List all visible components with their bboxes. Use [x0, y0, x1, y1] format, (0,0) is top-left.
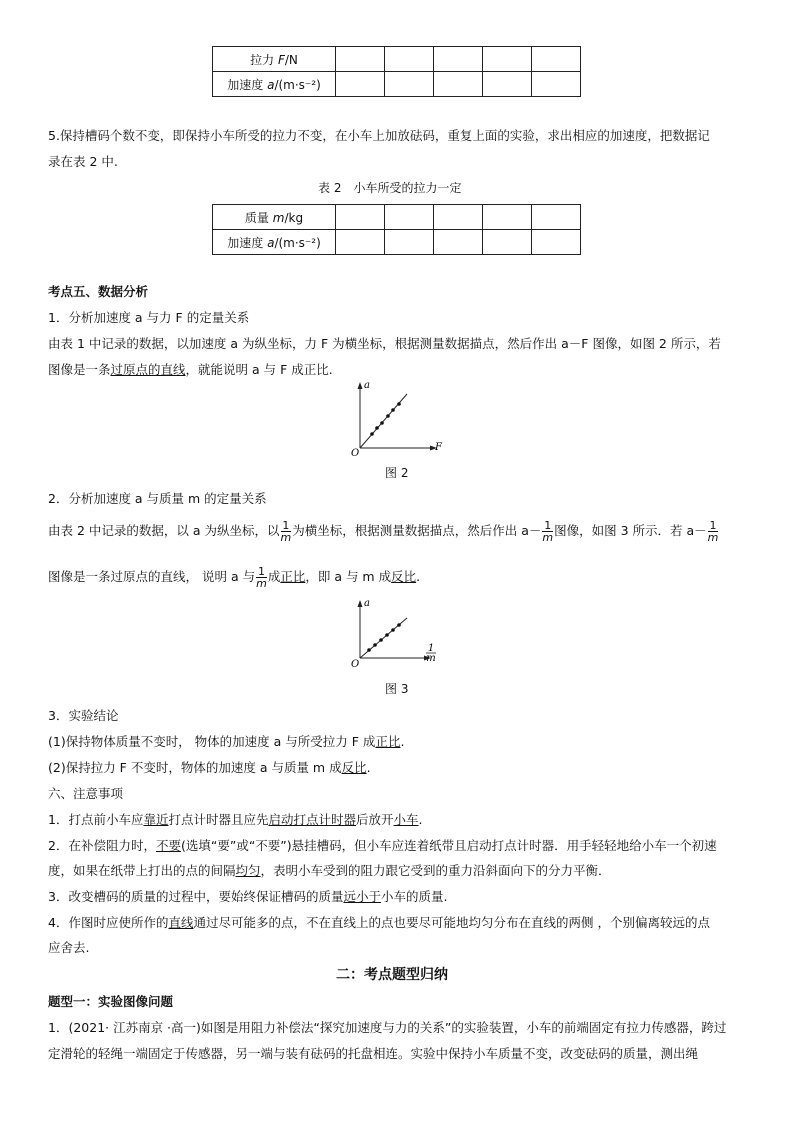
table-row [213, 230, 581, 255]
table-cell [483, 47, 532, 72]
data-table-2 [212, 204, 581, 255]
figure-2-graph [345, 378, 455, 460]
table-cell [336, 205, 385, 230]
data-point [380, 421, 384, 425]
step5-line2: 录在表 2 中. [48, 154, 118, 169]
table-row [213, 72, 581, 97]
table-cell [532, 72, 581, 97]
p2-title: 2．分析加速度 a 与质量 m 的定量关系 [48, 491, 267, 506]
data-point [373, 643, 377, 647]
origin-label: O [351, 659, 360, 670]
table-row [213, 47, 581, 72]
data-point [370, 432, 374, 436]
y-axis-arrow [358, 600, 363, 607]
y-axis-label: a [364, 598, 370, 609]
note-4-line2: 应舍去. [48, 940, 90, 955]
data-point [391, 408, 395, 412]
table-header-cell: 质量 m/kg [213, 205, 336, 230]
table-cell [532, 230, 581, 255]
fraction-1-over-m: $\frac{1}{m}$ [280, 519, 292, 544]
table-cell [483, 205, 532, 230]
y-axis-arrow [358, 382, 363, 389]
table-cell [483, 230, 532, 255]
table-cell [385, 205, 434, 230]
data-point [379, 638, 383, 642]
note-2-line1: 2．在补偿阻力时，不要(选填“要”或“不要”)悬挂槽码，但小车应连着纸带且启动打点计时器．用手轻轻地给小车一个初速 [48, 838, 717, 853]
origin-label: O [351, 448, 360, 459]
conclusion-1: (1)保持物体质量不变时， 物体的加速度 a 与所受拉力 F 成正比. [48, 734, 405, 749]
fig2-caption: 图 2 [385, 466, 409, 480]
fit-line [360, 394, 407, 448]
p2-line2: 图像是一条过原点的直线， 说明 a 与 $\frac{1}{m}$ 成正比，即 a 与 m 成反比. [48, 565, 421, 590]
y-axis-label: a [364, 380, 370, 391]
p1-line1: 由表 1 中记录的数据，以加速度 a 为纵坐标，力 F 为横坐标，根据测量数据描点，然后作出 a－F 图像，如图 2 所示，若 [48, 336, 721, 351]
table-cell [532, 205, 581, 230]
data-point [386, 414, 390, 418]
note-2-line2: 度，如果在纸带上打出的点的间隔均匀，表明小车受到的阻力跟它受到的重力沿斜面向下的分力平衡． [48, 863, 611, 878]
table-cell [532, 47, 581, 72]
table-cell [434, 47, 483, 72]
x-axis-label-num: 1 [427, 643, 435, 654]
note-1: 1．打点前小车应靠近打点计时器且应先启动打点计时器后放开小车. [48, 812, 423, 827]
table-cell [385, 47, 434, 72]
step5-line1: 5.保持槽码个数不变，即保持小车所受的拉力不变，在小车上加放砝码，重复上面的实验，求出相应的加速度，把数据记 [48, 128, 710, 143]
fraction-1-over-m: $\frac{1}{m}$ [707, 519, 719, 544]
figure-3-graph [345, 596, 455, 672]
data-point [391, 628, 395, 632]
p1-line2: 图像是一条过原点的直线，就能说明 a 与 F 成正比. [48, 362, 333, 377]
p3-title: 3．实验结论 [48, 708, 119, 723]
data-point [397, 623, 401, 627]
section5-heading: 考点五、数据分析 [48, 284, 149, 299]
note-3: 3．改变槽码的质量的过程中，要始终保证槽码的质量远小于小车的质量. [48, 889, 448, 904]
table-cell [385, 72, 434, 97]
table-header-cell: 加速度 a/(m·s⁻²) [213, 72, 336, 97]
table-cell [336, 72, 385, 97]
table-cell [483, 72, 532, 97]
table-header-cell: 拉力 F/N [213, 47, 336, 72]
part2-heading: 二：考点题型归纳 [336, 967, 448, 983]
section6-heading: 六、注意事项 [48, 786, 124, 801]
data-point [367, 648, 371, 652]
note-4-line1: 4．作图时应使所作的直线通过尽可能多的点，不在直线上的点也要尽可能地均匀分布在直线的两侧 ，个别偏离较远的点 [48, 915, 710, 930]
data-point [385, 633, 389, 637]
fraction-1-over-m: $\frac{1}{m}$ [256, 565, 267, 590]
table-row [213, 205, 581, 230]
table-cell [336, 47, 385, 72]
table2-caption: 表 2 小车所受的拉力一定 [318, 181, 462, 195]
table-header-cell: 加速度 a/(m·s⁻²) [213, 230, 336, 255]
table-cell [434, 230, 483, 255]
question1-line2: 定滑轮的轻绳一端固定于传感器，另一端与装有砝码的托盘相连。实验中保持小车质量不变，改变砝码的质量，测出绳 [48, 1046, 699, 1061]
x-axis-label-den: m [426, 653, 436, 664]
x-axis-label: F [435, 442, 442, 453]
type1-heading: 题型一：实验图像问题 [48, 994, 174, 1009]
p1-title: 1．分析加速度 a 与力 F 的定量关系 [48, 310, 250, 325]
table-cell [336, 230, 385, 255]
p2-line1: 由表 2 中记录的数据，以 a 为纵坐标，以 $\frac{1}{m}$ 为横坐标，根据测量数据描点，然后作出 a－ $\frac{1}{m}$ 图像，如图 3 所示．若 a－ $\frac{1}{m}$ [48, 519, 719, 544]
data-point [397, 402, 401, 406]
fraction-1-over-m: $\frac{1}{m}$ [542, 519, 554, 544]
fig3-caption: 图 3 [385, 682, 409, 696]
table-cell [434, 205, 483, 230]
table-cell [385, 230, 434, 255]
data-point [375, 426, 379, 430]
data-table-1 [212, 46, 581, 97]
question1-line1: 1．(2021· 江苏南京 ·高一)如图是用阻力补偿法“探究加速度与力的关系”的实验装置，小车的前端固定有拉力传感器，跨过 [48, 1020, 727, 1035]
table-cell [434, 72, 483, 97]
conclusion-2: (2)保持拉力 F 不变时，物体的加速度 a 与质量 m 成反比. [48, 760, 371, 775]
